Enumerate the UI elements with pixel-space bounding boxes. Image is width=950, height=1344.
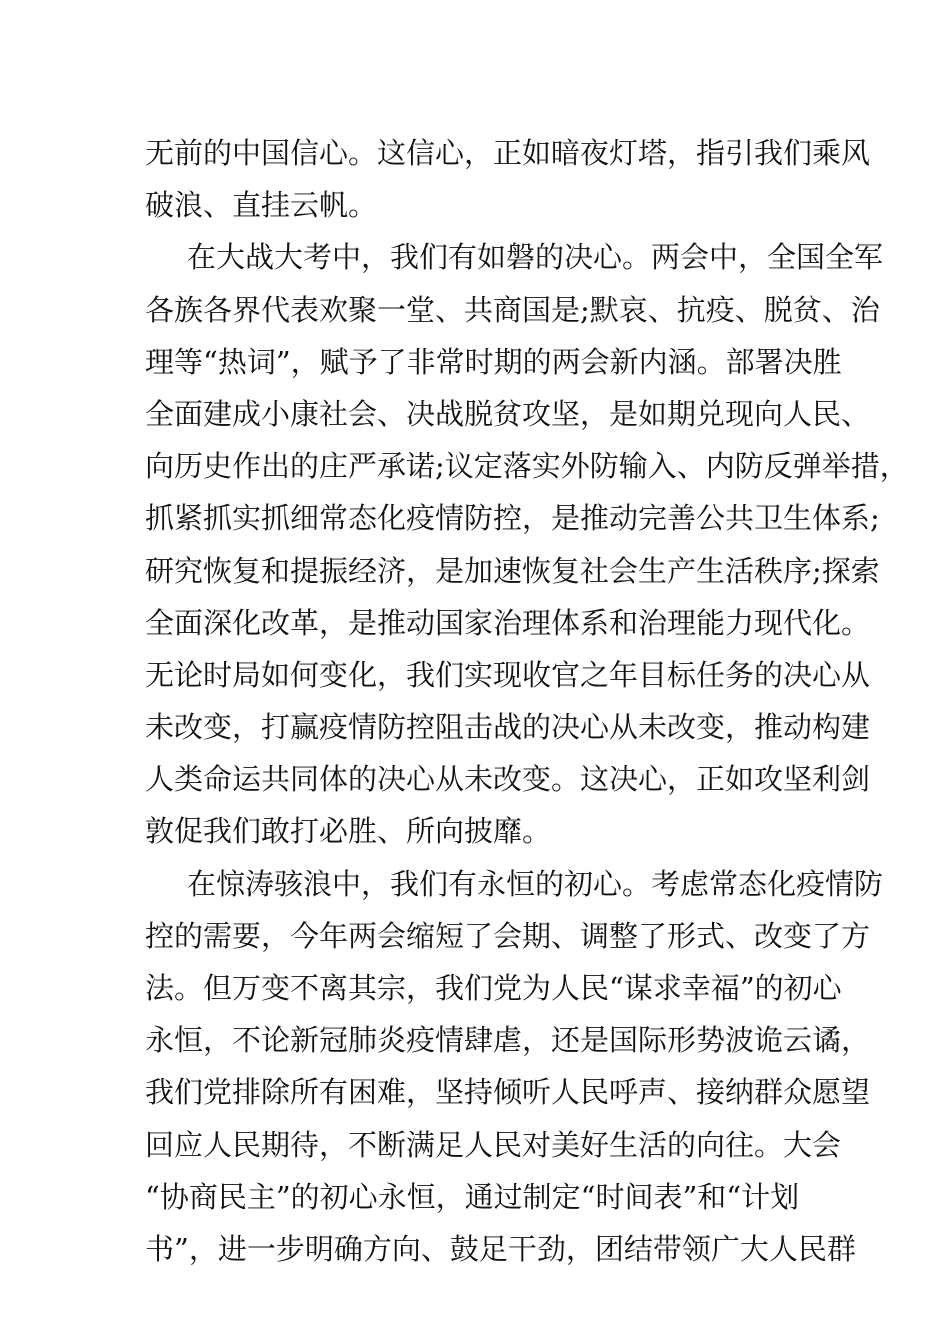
text-line: 法。但万变不离其宗，我们党为人民“谋求幸福”的初心: [145, 971, 842, 1005]
text-line: 控的需要，今年两会缩短了会期、调整了形式、改变了方: [145, 918, 871, 953]
text-line: 向历史作出的庄严承诺;议定落实外防输入、内防反弹举措，: [145, 449, 909, 484]
text-line: 未改变，打赢疫情防控阻击战的决心从未改变，推动构建: [145, 710, 871, 745]
text-line: 各族各界代表欢聚一堂、共商国是;默哀、抗疫、脱贫、治: [145, 292, 880, 327]
text-line: 永恒，不论新冠肺炎疫情肆虐，还是国际形势波诡云谲，: [145, 1023, 871, 1058]
text-line: 我们党排除所有困难，坚持倾听人民呼声、接纳群众愿望: [145, 1075, 871, 1110]
text-line: 在惊涛骇浪中，我们有永恒的初心。考虑常态化疫情防: [187, 866, 884, 901]
text-line: 全面深化改革，是推动国家治理体系和治理能力现代化。: [145, 605, 871, 640]
text-line: 全面建成小康社会、决战脱贫攻坚，是如期兑现向人民、: [145, 396, 871, 431]
text-line: 在大战大考中，我们有如磐的决心。两会中，全国全军: [187, 240, 884, 275]
text-line: 书”，进一步明确方向、鼓足干劲，团结带领广大人民群: [145, 1231, 856, 1266]
document-body: [145, 127, 909, 1275]
text-line: 抓紧抓实抓细常态化疫情防控，是推动完善公共卫生体系;: [145, 501, 880, 536]
text-line: “协商民主”的初心永恒，通过制定“时间表”和“计划: [145, 1179, 800, 1214]
text-line: 研究恢复和提振经济，是加速恢复社会生产生活秩序;探索: [145, 553, 880, 588]
text-line: 无论时局如何变化，我们实现收官之年目标任务的决心从: [145, 657, 871, 692]
text-line: 敦促我们敢打必胜、所向披靡。: [145, 814, 552, 849]
text-line: 理等“热词”，赋予了非常时期的两会新内涵。部署决胜: [145, 344, 842, 379]
text-line: 回应人民期待，不断满足人民对美好生活的向往。大会: [145, 1127, 842, 1162]
text-line: 破浪、直挂云帆。: [145, 188, 378, 223]
text-line: 人类命运共同体的决心从未改变。这决心，正如攻坚利剑: [145, 762, 871, 797]
text-line: 无前的中国信心。这信心，正如暗夜灯塔，指引我们乘风: [145, 136, 871, 170]
